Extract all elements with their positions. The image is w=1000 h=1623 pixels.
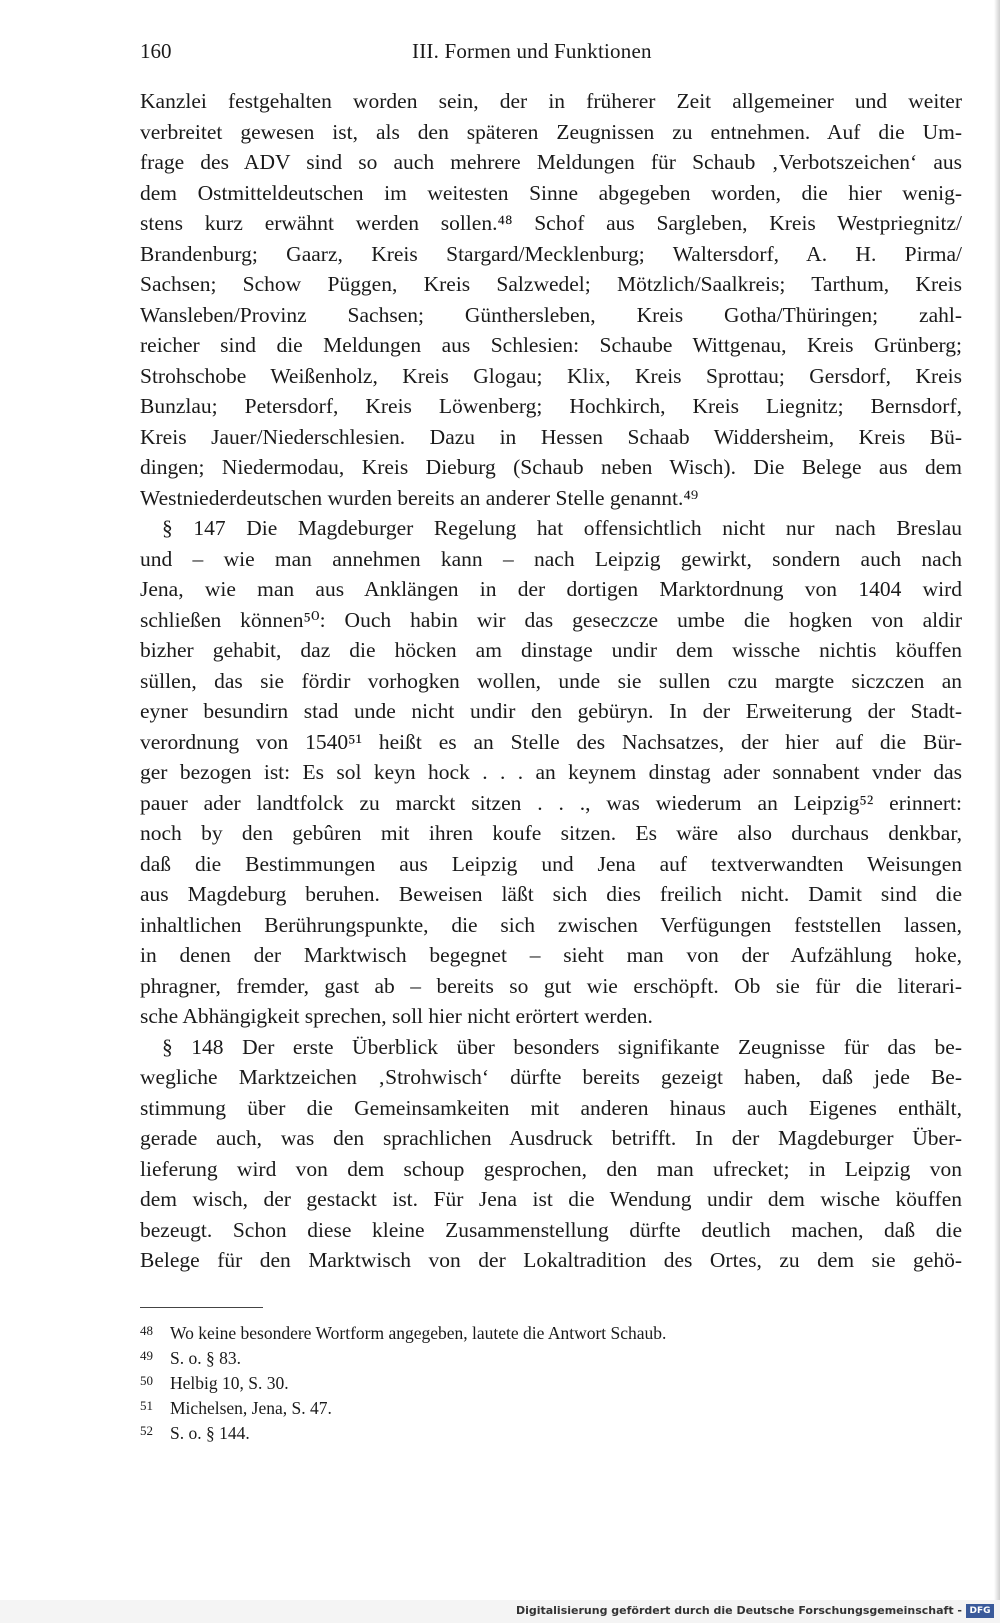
text-line: Kreis Jauer/Niederschlesien. Dazu in Hessen Schaab Widdersheim, Kreis Bü-	[140, 424, 962, 449]
text-line: § 148 Der erste Überblick über besonders signifikante Zeugnisse für das be-	[162, 1034, 962, 1059]
text-line: Kanzlei festgehalten worden sein, der in früherer Zeit allgemeiner und weiter	[140, 89, 962, 113]
text-line: süllen, das sie fördir vorhogken wollen, unde sie sullen czu margte siczczen an	[140, 668, 962, 693]
text-line: lieferung wird von dem schoup gesprochen, den man ufrecket; in Leipzig von	[140, 1156, 962, 1181]
digitization-note: Digitalisierung gefördert durch die Deutsche Forschungsgemeinschaft -	[515, 1604, 962, 1617]
text-line: stens kurz erwähnt werden sollen.⁴⁸ Schof aus Sargleben, Kreis Westpriegnitz/	[140, 211, 962, 235]
footnote	[140, 1343, 962, 1368]
text-line: verbreitet gewesen ist, als den späteren Zeugnissen zu entnehmen. Auf die Um-	[140, 119, 962, 144]
text-line: Sachsen; Schow Püggen, Kreis Salzwedel; Mötzlich/Saalkreis; Tarthum, Kreis	[140, 272, 962, 296]
text-line: dingen; Niedermodau, Kreis Dieburg (Schaub neben Wisch). Die Belege aus dem	[140, 455, 962, 479]
footnote-divider	[140, 1307, 263, 1308]
footnote	[140, 1393, 962, 1418]
text-line: Belege für den Marktwisch von der Lokaltradition des Ortes, zu dem sie gehö-	[140, 1248, 962, 1272]
body-text	[140, 86, 962, 1276]
footnotes	[140, 1318, 962, 1443]
text-line: daß die Bestimmungen aus Leipzig und Jena auf textverwandten Weisungen	[140, 851, 962, 876]
text-line: bizher gehabit, daz die höcken am dinstage undir dem wissche nichtis köuffen	[140, 638, 962, 662]
text-line: Brandenburg; Gaarz, Kreis Stargard/Mecklenburg; Waltersdorf, A. H. Pirma/	[140, 241, 962, 266]
text-line: bezeugt. Schon diese kleine Zusammenstellung dürfte deutlich machen, daß die	[140, 1217, 962, 1242]
footnote-text: S. o. § 144.	[170, 1423, 250, 1443]
page-edge-shadow	[994, 0, 1000, 1600]
text-line: stimmung über die Gemeinsamkeiten mit anderen hinaus auch Eigenes enthält,	[140, 1095, 962, 1120]
text-line: Strohschobe Weißenholz, Kreis Glogau; Klix, Kreis Sprottau; Gersdorf, Kreis	[140, 363, 962, 388]
footnote-number: 52	[140, 1423, 153, 1438]
text-line: dem wisch, der gestackt ist. Für Jena ist die Wendung undir dem wische köuffen	[140, 1187, 962, 1211]
page-number: 160	[140, 39, 172, 63]
running-head	[140, 34, 962, 68]
text-line: verordnung von 1540⁵¹ heißt es an Stelle des Nachsatzes, der hier auf die Bür-	[140, 729, 962, 754]
footnote-number: 51	[140, 1398, 153, 1413]
text-line: frage des ADV sind so auch mehrere Meldungen für Schaub ‚Verbotszeichen‘ aus	[140, 150, 962, 174]
dfg-logo: DFG	[966, 1604, 994, 1618]
text-line: eyner besundirn stad unde nicht undir den gebüryn. In der Erweiterung der Stadt-	[140, 699, 962, 723]
text-line: in denen der Marktwisch begegnet – sieht man von der Aufzählung hoke,	[140, 943, 962, 967]
footnote-number: 50	[140, 1373, 153, 1388]
text-line: reicher sind die Meldungen aus Schlesien: Schaube Wittgenau, Kreis Grünberg;	[140, 333, 962, 357]
footnote-number: 49	[140, 1348, 153, 1363]
text-line: sche Abhängigkeit sprechen, soll hier nicht erörtert werden.	[140, 1004, 653, 1028]
text-line: und – wie man annehmen kann – nach Leipzig gewirkt, sondern auch nach	[140, 546, 962, 571]
text-line: Wansleben/Provinz Sachsen; Günthersleben, Kreis Gotha/Thüringen; zahl-	[140, 302, 962, 327]
footnote-text: Michelsen, Jena, S. 47.	[170, 1398, 332, 1418]
footnote	[140, 1368, 962, 1393]
text-line: § 147 Die Magdeburger Regelung hat offensichtlich nicht nur nach Breslau	[162, 516, 962, 540]
footnote-text: S. o. § 83.	[170, 1348, 241, 1368]
text-line: Bunzlau; Petersdorf, Kreis Löwenberg; Hochkirch, Kreis Liegnitz; Bernsdorf,	[140, 394, 962, 418]
text-line: ger bezogen ist: Es sol keyn hock . . . an keynem dinstag ader sonnabent vnder das	[140, 760, 962, 784]
text-line: noch by den gebûren mit ihren koufe sitzen. Es wäre also durchaus denkbar,	[140, 821, 962, 845]
digitization-stamp	[0, 1600, 1000, 1623]
text-line: schließen können⁵⁰: Ouch habin wir das geseczcze umbe die hogken von aldir	[140, 607, 962, 632]
text-line: Jena, wie man aus Anklängen in der dortigen Marktordnung von 1404 wird	[140, 577, 962, 601]
footnote	[140, 1418, 962, 1443]
text-line: inhaltlichen Berührungspunkte, die sich zwischen Verfügungen feststellen lassen,	[140, 912, 962, 937]
text-line: dem Ostmitteldeutschen im weitesten Sinne abgegeben worden, die hier wenig-	[140, 180, 962, 205]
text-line: pauer ader landtfolck zu marckt sitzen . . ., was wiederum an Leipzig⁵² erinnert:	[140, 790, 962, 815]
text-line: phragner, fremder, gast ab – bereits so gut wie erschöpft. Ob sie für die literari-	[140, 973, 962, 998]
footnote-text: Wo keine besondere Wortform angegeben, lautete die Antwort Schaub.	[170, 1323, 667, 1343]
text-line: Westniederdeutschen wurden bereits an anderer Stelle genannt.⁴⁹	[140, 485, 699, 510]
footnote-text: Helbig 10, S. 30.	[170, 1373, 289, 1393]
chapter-title: III. Formen und Funktionen	[412, 39, 652, 63]
footnote	[140, 1318, 962, 1343]
text-line: wegliche Marktzeichen ‚Strohwisch‘ dürfte bereits gezeigt haben, daß jede Be-	[140, 1065, 962, 1089]
text-line: gerade auch, was den sprachlichen Ausdruck betrifft. In der Magdeburger Über-	[140, 1126, 962, 1150]
footnote-number: 48	[140, 1323, 153, 1338]
text-line: aus Magdeburg beruhen. Beweisen läßt sich dies freilich nicht. Damit sind die	[140, 882, 962, 906]
